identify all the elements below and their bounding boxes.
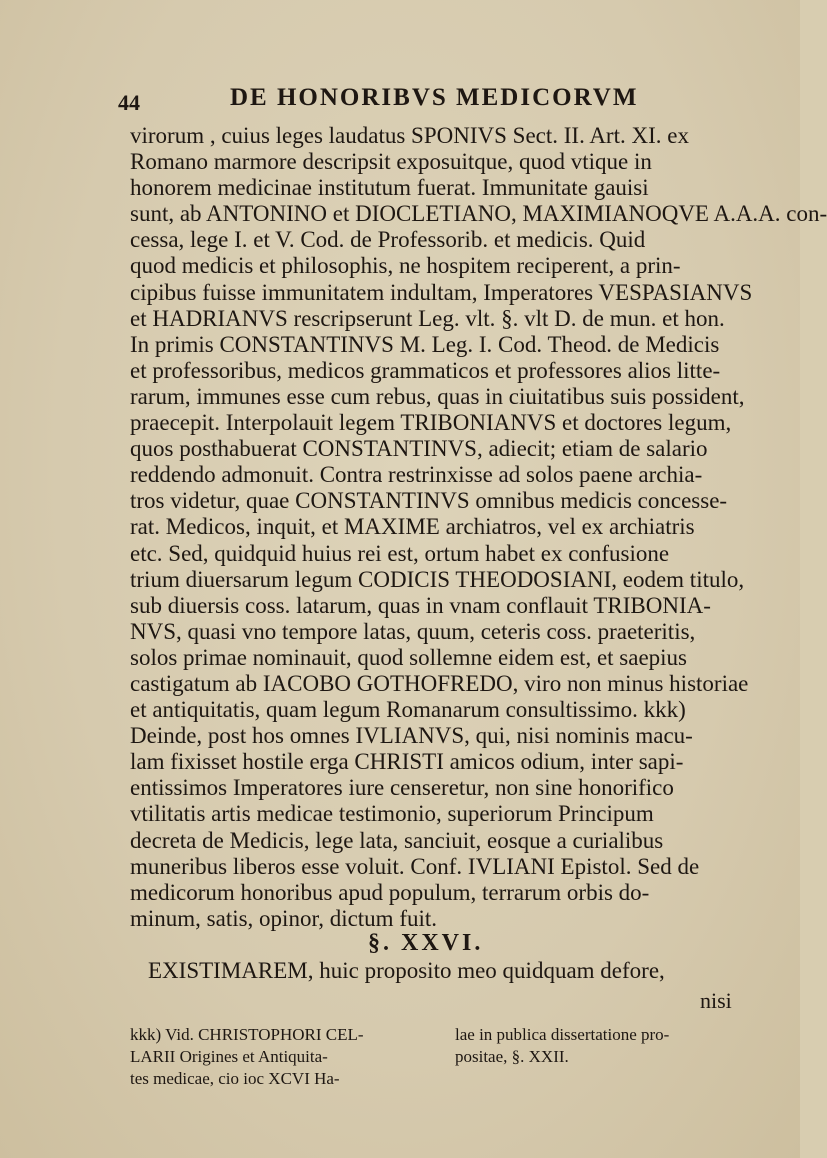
catchword: nisi [700, 988, 732, 1013]
footnote-line: lae in publica dissertatione pro- [455, 1025, 670, 1044]
text-line: Romano marmore descripsit exposuitque, quod vtique in [130, 149, 652, 175]
footnote-line: LARII Origines et Antiquita- [130, 1047, 328, 1066]
text-line: et antiquitatis, quam legum Romanarum consultissimo. kkk) [130, 697, 686, 723]
text-line: rat. Medicos, inquit, et MAXIME archiatros, vel ex archiatris [130, 514, 695, 540]
footnote-line: kkk) Vid. CHRISTOPHORI CEL- [130, 1025, 364, 1044]
section-first-line: EXISTIMAREM, huic proposito meo quidquam defore, [148, 958, 665, 983]
text-line: castigatum ab IACOBO GOTHOFREDO, viro non minus historiae [130, 670, 749, 696]
text-line: honorem medicinae institutum fuerat. Immunitate gauisi [130, 175, 649, 201]
text-line: virorum , cuius leges laudatus SPONIVS Sect. II. Art. XI. ex [130, 123, 689, 148]
text-line: decreta de Medicis, lege lata, sanciuit, eosque a curialibus [130, 827, 664, 853]
text-line: sub diuersis coss. latarum, quas in vnam conflauit TRIBONIA- [130, 592, 711, 618]
text-line: NVS, quasi vno tempore latas, quum, ceteris coss. praeteritis, [130, 618, 696, 644]
text-line: et professoribus, medicos grammaticos et professores alios litte- [130, 357, 721, 383]
text-line: cipibus fuisse immunitatem indultam, Imperatores VESPASIANVS [130, 279, 753, 305]
text-line: minum, satis, opinor, dictum fuit. [130, 905, 438, 931]
text-line: praecepit. Interpolauit legem TRIBONIANVS et doctores legum, [130, 410, 732, 436]
text-line: etc. Sed, quidquid huius rei est, ortum habet ex confusione [130, 540, 670, 566]
text-line: et HADRIANVS rescripserunt Leg. vlt. §. vlt D. de mun. et hon. [130, 305, 725, 331]
footnote-left-column [130, 1024, 430, 1090]
text-line: tros videtur, quae CONSTANTINVS omnibus medicis concesse- [130, 488, 728, 514]
text-line: cessa, lege I. et V. Cod. de Professorib. et medicis. Quid [130, 227, 646, 253]
section-heading: §. XXVI. [368, 930, 484, 956]
footnote-line: positae, §. XXII. [455, 1047, 569, 1066]
text-line: In primis CONSTANTINVS M. Leg. I. Cod. Theod. de Medicis [130, 331, 720, 357]
text-line: solos primae nominauit, quod sollemne eidem est, et saepius [130, 644, 688, 670]
text-line: rarum, immunes esse cum rebus, quas in ciuitatibus suis possident, [130, 383, 745, 409]
running-head: DE HONORIBVS MEDICORVM [230, 84, 639, 111]
text-line: Deinde, post hos omnes IVLIANVS, qui, nisi nominis macu- [130, 723, 693, 749]
footnote-line: tes medicae, cio ioc XCVI Ha- [130, 1069, 340, 1088]
page-number: 44 [118, 90, 140, 115]
body-text [130, 123, 827, 932]
text-line: quod medicis et philosophis, ne hospitem reciperent, a prin- [130, 253, 681, 279]
text-line: medicorum honoribus apud populum, terrarum orbis do- [130, 879, 650, 905]
footnote-right-column [455, 1024, 755, 1068]
text-line: muneribus liberos esse voluit. Conf. IVLIANI Epistol. Sed de [130, 853, 700, 879]
text-line: quos posthabuerat CONSTANTINVS, adiecit; etiam de salario [130, 436, 708, 462]
text-line: sunt, ab ANTONINO et DIOCLETIANO, MAXIMIANOQVE A.A.A. con- [130, 201, 827, 227]
text-line: trium diuersarum legum CODICIS THEODOSIANI, eodem titulo, [130, 566, 745, 592]
text-line: entissimos Imperatores iure censeretur, non sine honorifico [130, 775, 674, 801]
text-line: lam fixisset hostile erga CHRISTI amicos odium, inter sapi- [130, 749, 684, 775]
text-line: vtilitatis artis medicae testimonio, superiorum Principum [130, 801, 654, 827]
page-header [118, 84, 758, 124]
text-line: reddendo admonuit. Contra restrinxisse ad solos paene archia- [130, 462, 703, 488]
